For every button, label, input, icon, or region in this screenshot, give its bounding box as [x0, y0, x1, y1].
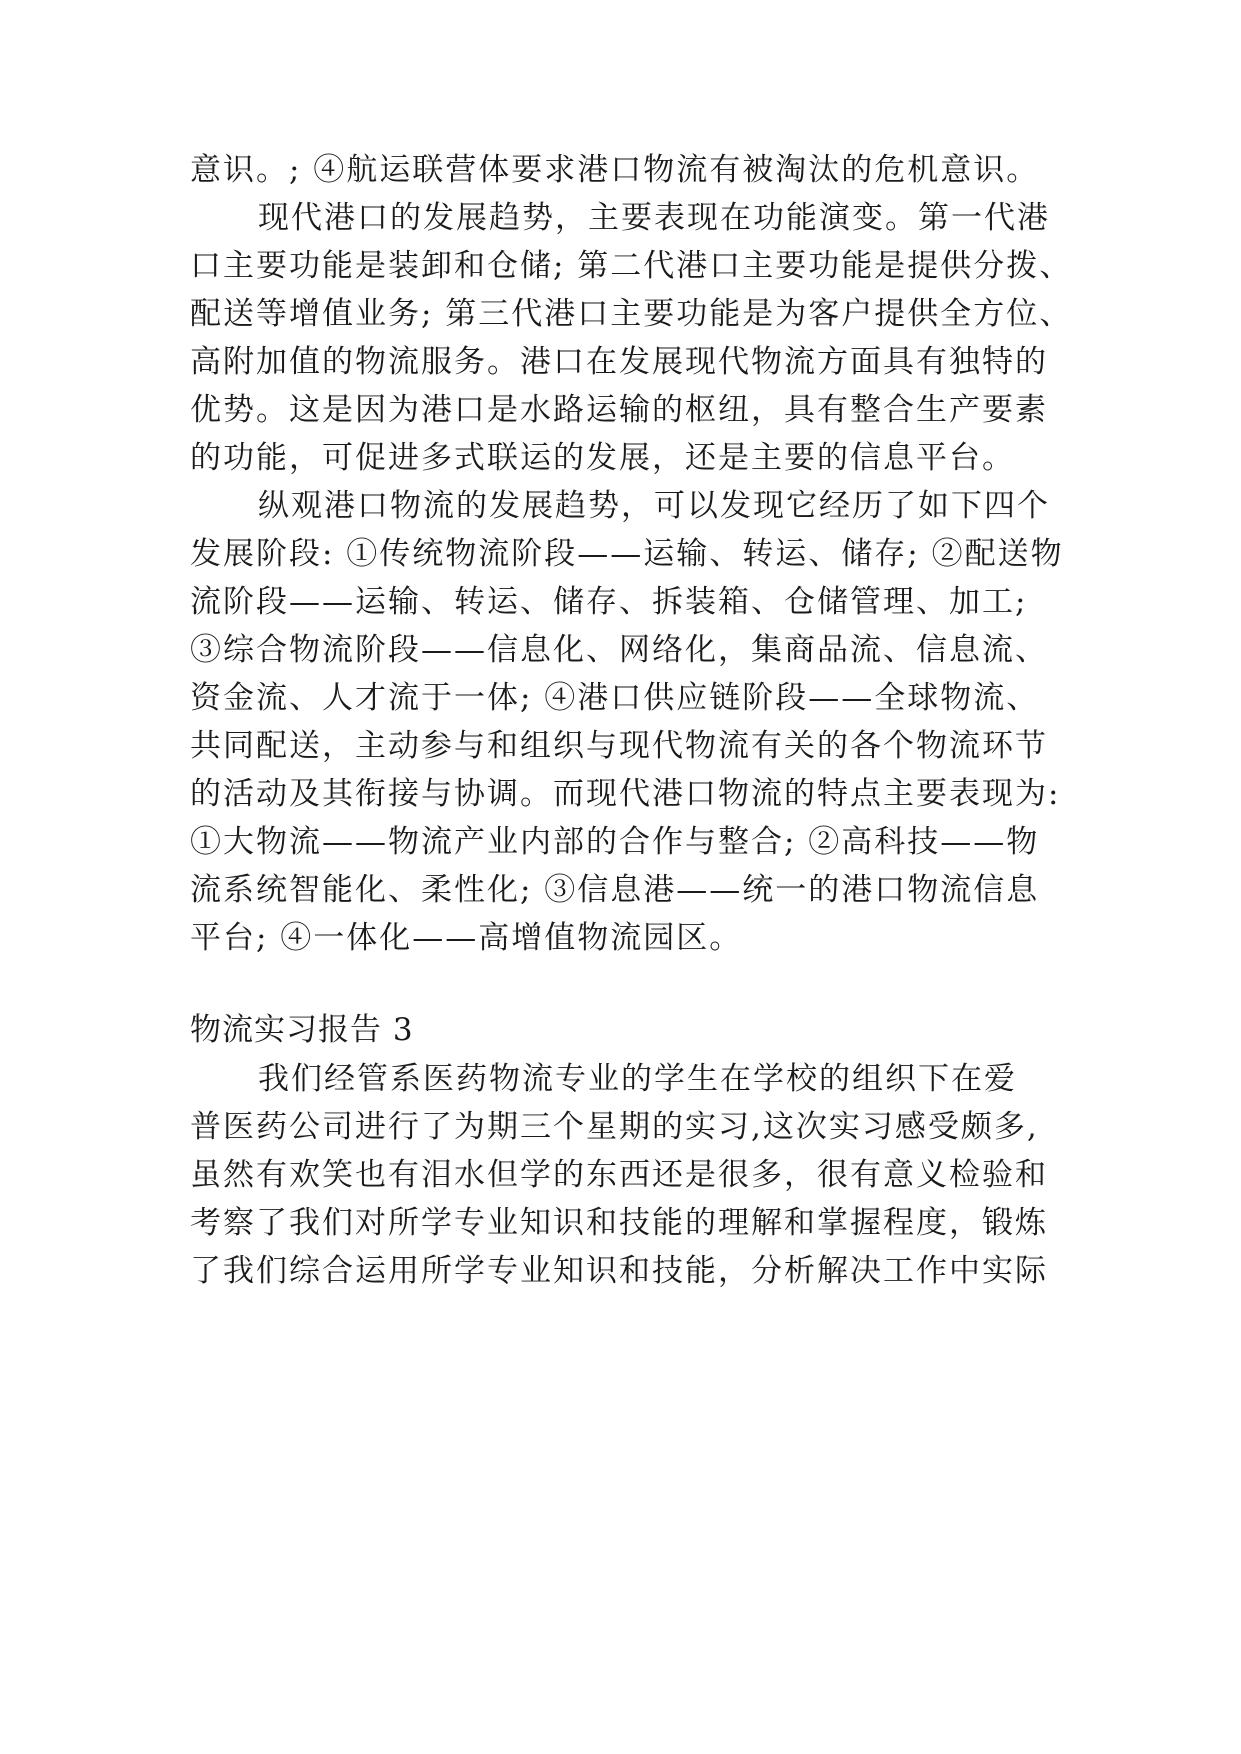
text-line: 共同配送，主动参与和组织与现代物流有关的各个物流环节 — [190, 728, 1048, 764]
text-line: 普医药公司进行了为期三个星期的实习,这次实习感受颇多, — [190, 1109, 1039, 1145]
text-line: 资金流、人才流于一体; ④港口供应链阶段——全球物流、 — [190, 680, 1040, 716]
paragraph-first-line: 我们经管系医药物流专业的学生在学校的组织下在爱 — [258, 1061, 1017, 1097]
text-line: 平台; ④一体化——高增值物流园区。 — [190, 920, 743, 956]
paragraph-first-line: 纵观港口物流的发展趋势，可以发现它经历了如下四个 — [258, 488, 1050, 524]
text-line: 口主要功能是装卸和仓储; 第二代港口主要功能是提供分拨、 — [190, 248, 1073, 284]
text-line: 流阶段——运输、转运、储存、拆装箱、仓储管理、加工; — [190, 584, 1028, 620]
text-line: ③综合物流阶段——信息化、网络化，集商品流、信息流、 — [190, 632, 1048, 668]
text-line: ①大物流——物流产业内部的合作与整合; ②高科技——物 — [190, 824, 1040, 860]
text-line: 高附加值的物流服务。港口在发展现代物流方面具有独特的 — [190, 344, 1048, 380]
section-heading: 物流实习报告 3 — [190, 1012, 414, 1048]
paragraph-first-line: 现代港口的发展趋势，主要表现在功能演变。第一代港 — [258, 200, 1050, 236]
text-line: 意识。; ④航运联营体要求港口物流有被淘汰的危机意识。 — [190, 152, 1040, 188]
text-line: 的活动及其衔接与协调。而现代港口物流的特点主要表现为: — [190, 776, 1061, 812]
text-line: 优势。这是因为港口是水路运输的枢纽，具有整合生产要素 — [190, 392, 1048, 428]
text-line: 发展阶段: ①传统物流阶段——运输、转运、储存; ②配送物 — [190, 536, 1064, 572]
text-line: 考察了我们对所学专业知识和技能的理解和掌握程度，锻炼 — [190, 1205, 1048, 1241]
text-line: 的功能，可促进多式联运的发展，还是主要的信息平台。 — [190, 440, 1015, 476]
text-line: 了我们综合运用所学专业知识和技能，分析解决工作中实际 — [190, 1253, 1048, 1289]
text-line: 虽然有欢笑也有泪水但学的东西还是很多，很有意义检验和 — [190, 1157, 1048, 1193]
text-line: 流系统智能化、柔性化; ③信息港——统一的港口物流信息 — [190, 872, 1040, 908]
text-line: 配送等增值业务; 第三代港口主要功能是为客户提供全方位、 — [190, 296, 1073, 332]
